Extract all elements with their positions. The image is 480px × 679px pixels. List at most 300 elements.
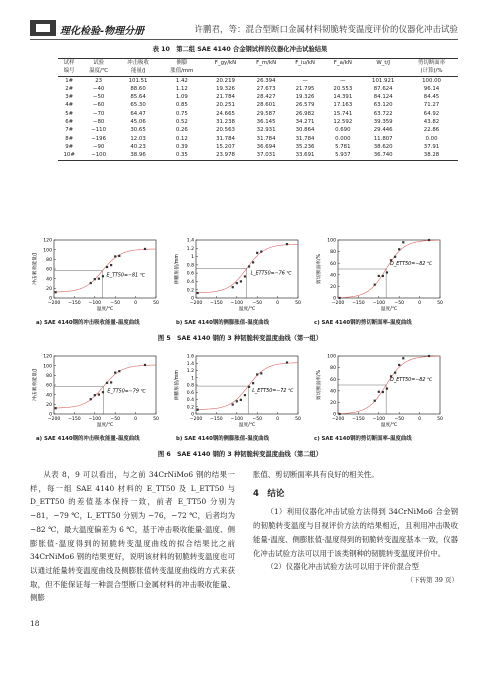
table-caption: 表 10 第二组 SAE 4140 合金钢试样的仪器化冲击试验结果: [152, 46, 328, 53]
y-tick-label: 100: [43, 364, 52, 370]
table-cell: −100: [80, 151, 117, 160]
x-axis-label: 温度/℃: [238, 423, 256, 428]
table-row: [58, 93, 458, 101]
ett50-annotation: D_ETT50=−82 ℃: [390, 262, 433, 267]
table-cell: 5.781: [335, 143, 351, 150]
table-header-cell: 剪切断面率: [405, 59, 458, 68]
table-cell: 85.64: [130, 94, 146, 101]
table-cell: 71.27: [423, 102, 440, 109]
data-point: [90, 398, 92, 400]
table-cell: 4#: [65, 102, 74, 109]
table-cell: 0.75: [175, 110, 188, 117]
data-point: [398, 248, 400, 250]
table-cell: 22.86: [423, 127, 440, 134]
x-tick-label: −150: [352, 301, 365, 306]
x-tick-label: 0: [134, 301, 138, 306]
table-header-cell: 温度/℃: [80, 67, 117, 76]
table-header-cell: 试验: [80, 59, 117, 68]
y-tick-label: 20: [46, 402, 52, 408]
data-point: [248, 386, 250, 388]
x-tick-label: 0: [276, 301, 280, 306]
x-tick-label: 50: [295, 301, 301, 306]
y-tick-label: 20: [330, 401, 336, 406]
x-tick-label: −200: [47, 417, 61, 422]
table-cell: —: [302, 77, 308, 84]
table-header-cell: [246, 67, 285, 76]
table-cell: 2#: [65, 85, 74, 92]
table-cell: 38.96: [117, 151, 159, 160]
table-cell: 43.82: [423, 119, 440, 126]
data-point: [118, 370, 120, 372]
table-cell: 63.722: [373, 110, 393, 117]
data-point: [382, 275, 384, 277]
table-cell: 1.42: [175, 77, 188, 84]
table-header-cell: F_gy/kN: [205, 59, 247, 68]
table-cell: 12.592: [333, 119, 353, 126]
running-head: 许鹏君，等：混合型断口金属材料韧脆转变温度评价的仪器化冲击试验: [194, 25, 458, 35]
y-tick-label: 0.6: [186, 271, 194, 277]
table-cell: −90: [92, 143, 105, 150]
table-cell: 0.52: [175, 119, 188, 126]
table-header-cell: [286, 67, 325, 76]
data-point: [102, 391, 104, 393]
x-tick-label: −150: [68, 417, 81, 422]
table-cell: 0.26: [175, 127, 188, 134]
x-axis-label: 温度/℃: [96, 307, 114, 312]
table-cell: 38.28: [405, 151, 458, 160]
table-header-cell: F_iu/kN: [286, 59, 325, 68]
y-tick-label: 1: [191, 376, 194, 382]
table-cell: 20.251: [216, 102, 235, 109]
y-tick-label: 120: [43, 238, 52, 244]
data-point: [256, 252, 258, 254]
table-cell: 26.394: [256, 77, 276, 84]
table-cell: 40.23: [130, 143, 146, 150]
table-cell: 5.937: [324, 151, 361, 160]
plot-frame: [196, 356, 298, 414]
y-tick-label: 1.4: [186, 361, 194, 367]
x-tick-label: −100: [372, 417, 386, 422]
ett50-annotation: L_ETT50=−72 ℃: [252, 389, 294, 395]
section-heading: 4 结论: [253, 488, 285, 499]
data-point: [244, 394, 246, 396]
x-tick-label: −200: [331, 417, 345, 422]
table-cell: −196: [91, 135, 107, 142]
table-cell: 28.601: [256, 102, 276, 109]
page-header: [30, 18, 458, 38]
x-tick-label: −100: [88, 417, 102, 422]
table-header-cell: [324, 67, 361, 76]
y-tick-label: 40: [330, 389, 336, 395]
x-tick-label: −200: [189, 417, 203, 422]
table-cell: 26.579: [295, 102, 315, 109]
figure-svg: [30, 352, 460, 432]
data-point: [240, 280, 242, 282]
table-cell: 0.39: [175, 143, 188, 150]
table-cell: 21.784: [216, 94, 235, 101]
ett50-annotation: L_ETT50=−76 ℃: [250, 271, 292, 277]
table-cell: 1.12: [175, 85, 188, 92]
table-cell: 36.740: [361, 151, 405, 160]
table-cell: 45.06: [130, 119, 146, 126]
x-tick-label: 50: [153, 417, 159, 422]
table-cell: 31.784: [216, 135, 235, 142]
figure-6: [30, 352, 460, 432]
table-cell: 36.694: [256, 143, 276, 150]
x-axis-label: 温度/℃: [380, 423, 398, 428]
data-point: [110, 381, 112, 383]
x-tick-label: −50: [394, 301, 405, 306]
continued-note: （下转第 39 页）: [406, 575, 458, 584]
y-tick-label: 1.4: [186, 238, 194, 244]
table-cell: 65.30: [130, 102, 146, 109]
table-cell: 37.91: [423, 143, 440, 150]
table-header-cell: 试样: [58, 59, 80, 68]
ett50-annotation: D_ETT50=−82 ℃: [390, 378, 433, 383]
table-cell: 100.00: [422, 77, 441, 84]
fig6-subcaption-b: b) SAE 4140钢的侧膨胀值-温度曲线: [176, 436, 269, 442]
table-cell: —: [340, 77, 346, 84]
table-row: [58, 76, 458, 85]
conclusion-1: （1）利用仪器化冲击试验方法得到 34CrNiMo6 合金钢的韧脆转变温度与目视评价方法的结果相近，且利用冲击吸收能量-温度、侧膨胀值-温度得到的韧脆转变温度基本一致，仪器化冲击试验方法可以用于该类钢种的韧脆转变温度评价中。: [253, 507, 458, 558]
table-cell: 20.553: [333, 85, 353, 92]
table-cell: 20.563: [216, 127, 235, 134]
table-header-cell: [361, 67, 405, 76]
table-cell: 28.427: [256, 94, 276, 101]
table-cell: 5#: [65, 110, 74, 117]
y-tick-label: 40: [330, 273, 336, 279]
y-tick-label: 80: [46, 257, 52, 263]
y-tick-label: 60: [330, 377, 336, 383]
table-header-cell: 编号: [58, 67, 80, 76]
y-tick-label: 100: [327, 354, 336, 360]
table-cell: −110: [91, 127, 107, 134]
table-header-cell: 侧膨: [159, 59, 204, 68]
table-header-cell: W_t/J: [361, 59, 405, 68]
table-header-cell: F_a/kN: [324, 59, 361, 68]
table-cell: 12.03: [130, 135, 146, 142]
table-row: [58, 126, 458, 134]
plot-frame: [54, 240, 156, 298]
table-cell: 0.35: [159, 151, 204, 160]
table-cell: 3#: [65, 94, 74, 101]
fig5-subcaption-a: a) SAE 4140钢的冲击吸收能量-温度曲线: [36, 320, 140, 326]
y-tick-label: 20: [330, 285, 336, 290]
data-point: [240, 399, 242, 401]
y-tick-label: 1.2: [186, 246, 194, 252]
data-point: [339, 413, 341, 415]
figure-6-caption: 图 6 SAE 4140 钢的 3 种韧脆转变温度曲线（第二组）: [157, 451, 323, 458]
body-right-column: [253, 468, 458, 588]
y-tick-label: 20: [46, 286, 52, 292]
data-point: [252, 382, 254, 384]
table-cell: 30.864: [295, 127, 315, 134]
x-tick-label: −100: [230, 417, 244, 422]
table-cell: 7#: [65, 127, 74, 134]
table-cell: 0.12: [175, 135, 188, 142]
y-tick-label: 60: [46, 267, 52, 273]
table-cell: 31.784: [256, 135, 276, 142]
y-tick-label: 40: [46, 277, 52, 283]
table-cell: 30.65: [130, 127, 146, 134]
data-point: [428, 355, 430, 357]
table-cell: 0.000: [335, 135, 351, 142]
y-tick-label: 60: [46, 383, 52, 389]
table-cell: 84.45: [423, 94, 440, 101]
table-header-cell: 能量/J: [117, 67, 159, 76]
data-point: [118, 255, 120, 257]
table-header-cell: (计算)/%: [405, 67, 458, 76]
data-point: [260, 372, 262, 374]
table-cell: 11.807: [373, 135, 393, 142]
table-cell: −80: [92, 119, 105, 126]
y-tick-label: 120: [43, 354, 52, 360]
table-cell: 88.60: [130, 85, 146, 92]
table-cell: −50: [92, 94, 105, 101]
table-cell: 37.031: [246, 151, 285, 160]
x-tick-label: −50: [110, 301, 121, 306]
data-point: [236, 282, 238, 284]
y-axis-label: 冲击吸收能量/J: [33, 369, 38, 401]
x-tick-label: −100: [372, 301, 386, 306]
x-tick-label: 0: [134, 417, 138, 422]
data-point: [102, 275, 104, 277]
y-axis-label: 剪切断面率/%: [317, 369, 322, 401]
table-cell: 32.931: [256, 127, 276, 134]
table-cell: 64.92: [423, 110, 440, 117]
x-tick-label: −200: [189, 301, 203, 306]
data-point: [378, 391, 380, 393]
data-point: [382, 391, 384, 393]
results-table: [58, 58, 458, 161]
data-point: [55, 407, 57, 409]
data-point: [144, 248, 146, 250]
table-cell: 17.163: [333, 102, 353, 109]
table-cell: 1#: [65, 77, 74, 84]
table-row: [58, 101, 458, 109]
table-cell: 84.124: [373, 94, 393, 101]
y-tick-label: 80: [330, 366, 336, 372]
journal-name: 理化检验-物理分册: [60, 26, 145, 37]
table-cell: 101.921: [372, 77, 395, 84]
fig6-subcaption-a: a) SAE 4140钢的冲击吸收能量-温度曲线: [36, 436, 140, 442]
y-tick-label: 80: [330, 250, 336, 256]
data-point: [110, 264, 112, 266]
table-row: [58, 143, 458, 151]
table-cell: 1.09: [175, 94, 188, 101]
data-point: [144, 364, 146, 366]
y-tick-label: 100: [327, 238, 336, 244]
table-cell: 20.219: [216, 77, 235, 84]
page-number: 18: [30, 619, 40, 628]
data-point: [386, 271, 388, 273]
table-cell: 29.446: [373, 127, 393, 134]
y-tick-label: 0: [191, 412, 194, 418]
y-tick-label: 0.8: [186, 263, 194, 269]
data-point: [374, 400, 376, 402]
data-point: [244, 275, 246, 277]
data-point: [90, 282, 92, 284]
data-point: [394, 372, 396, 374]
table-row: [58, 135, 458, 143]
table-cell: 24.665: [216, 110, 235, 117]
data-point: [256, 373, 258, 375]
table-cell: 0.85: [175, 102, 188, 109]
data-point: [386, 387, 388, 389]
journal-logo: [30, 20, 56, 36]
y-tick-label: 0: [49, 412, 52, 418]
data-point: [378, 275, 380, 277]
table-cell: 0.690: [335, 127, 351, 134]
table-cell: 0.00: [425, 135, 438, 142]
x-tick-label: 0: [418, 417, 422, 422]
table-cell: −40: [92, 85, 105, 92]
y-tick-label: 60: [330, 261, 336, 267]
data-point: [398, 364, 400, 366]
table-cell: 14.391: [333, 94, 353, 101]
table-row: [58, 110, 458, 118]
x-tick-label: −150: [352, 417, 365, 422]
data-point: [106, 382, 108, 384]
table-header-cell: F_m/kN: [246, 59, 285, 68]
y-tick-label: 0.2: [186, 288, 194, 294]
data-point: [114, 372, 116, 374]
table-cell: 15.207: [216, 143, 235, 150]
y-tick-label: 100: [43, 248, 52, 254]
y-tick-label: 40: [46, 393, 52, 399]
y-axis-label: 侧膨胀值/mm: [175, 369, 180, 401]
x-tick-label: 50: [437, 417, 443, 422]
header-rule: [30, 39, 458, 40]
table-row: [58, 118, 458, 126]
data-point: [402, 241, 404, 243]
table-cell: 34.271: [295, 119, 315, 126]
data-point: [248, 265, 250, 267]
data-point: [232, 403, 234, 405]
fig6-subcaption-c: c) SAE 4140钢的剪切断面率-温度曲线: [314, 436, 412, 442]
table-cell: 31.238: [216, 119, 235, 126]
table-cell: 19.326: [216, 85, 235, 92]
data-point: [260, 251, 262, 253]
table-header-cell: 冲击吸收: [117, 59, 159, 68]
table-cell: 29.587: [256, 110, 276, 117]
table-cell: 23.978: [205, 151, 247, 160]
data-point: [98, 278, 100, 280]
y-tick-label: 0.8: [186, 383, 194, 389]
y-tick-label: 0.4: [186, 398, 194, 404]
x-tick-label: −150: [210, 417, 223, 422]
table-cell: 87.624: [373, 85, 393, 92]
table-cell: 101.51: [128, 77, 148, 84]
data-point: [106, 266, 108, 268]
x-tick-label: −200: [47, 301, 61, 306]
table-cell: 63.120: [373, 102, 393, 109]
body-paragraph-left: 从表 8，9 可以看出，与之前 34CrNiMo6 钢的结果一样，每一组 SAE 4140 材料的 E_TT50 及 L_ETT50 与 D_ETT50 的差值基本保持一致，前者 E_TT50 分别为 −81，−79 ℃，L_ETT50 分别为 −76，−72 ℃，后者均为 −82 ℃，最大温度偏差为 6 ℃，基于冲击吸收能量-温度、侧膨胀值-温度得到的韧脆转变温度曲线的拟合结果比之前 34CrNiMo6 钢的结果更好，说明该材料的韧脆转变温度也可以通过能量转变温度曲线及侧膨胀值转变温度曲线的方式来获取，但不能保证每一种混合型断口金属材料的冲击吸收能量、侧膨: [30, 470, 235, 603]
table-cell: 64.47: [130, 110, 146, 117]
ett50-annotation: E_TT50=−81 ℃: [106, 273, 146, 279]
data-point: [339, 297, 341, 299]
table-cell: 39.359: [373, 119, 393, 126]
x-tick-label: 50: [153, 301, 159, 306]
y-tick-label: 1.2: [186, 369, 194, 375]
x-axis-label: 温度/℃: [380, 307, 398, 312]
table-cell: 35.236: [295, 143, 315, 150]
fig5-subcaption-c: c) SAE 4140钢的剪切断面率-温度曲线: [314, 320, 412, 326]
y-axis-label: 剪切断面率/%: [317, 253, 322, 285]
y-tick-label: 0: [49, 296, 52, 302]
y-tick-label: 0: [333, 412, 336, 418]
y-tick-label: 0: [333, 296, 336, 302]
x-tick-label: −150: [210, 301, 223, 306]
conclusion-2: （2）仪器化冲击试验方法可以用于评价混合型: [266, 562, 419, 572]
x-tick-label: 0: [418, 301, 422, 306]
x-tick-label: −100: [230, 301, 244, 306]
ett50-annotation: E_TT50=−79 ℃: [107, 389, 146, 395]
table-cell: 10#: [58, 151, 80, 160]
x-tick-label: −100: [88, 301, 102, 306]
y-tick-label: 0.6: [186, 390, 194, 396]
x-tick-label: −150: [68, 301, 81, 306]
x-axis-label: 温度/℃: [96, 423, 114, 428]
table-cell: 27.673: [256, 85, 276, 92]
data-point: [286, 361, 288, 363]
y-axis-label: 冲击吸收能量/J: [33, 253, 38, 285]
x-tick-label: −50: [110, 417, 121, 422]
table-cell: 36.145: [256, 119, 276, 126]
y-tick-label: 0.4: [186, 280, 194, 286]
data-point: [232, 286, 234, 288]
table-cell: 26.982: [295, 110, 315, 117]
data-point: [98, 393, 100, 395]
plot-frame: [196, 240, 298, 298]
table-row: [58, 151, 458, 160]
data-point: [394, 256, 396, 258]
x-tick-label: −50: [252, 417, 263, 422]
y-axis-label: 侧膨胀值/mm: [175, 253, 180, 285]
x-tick-label: −50: [394, 417, 405, 422]
data-point: [94, 394, 96, 396]
table-cell: 23: [95, 77, 103, 84]
x-tick-label: 0: [276, 417, 280, 422]
figure-5: [30, 236, 460, 316]
table-cell: 33.691: [286, 151, 325, 160]
data-point: [402, 357, 404, 359]
figure-svg: [30, 236, 460, 316]
table-cell: 9#: [65, 143, 74, 150]
x-tick-label: −50: [252, 301, 263, 306]
data-point: [252, 261, 254, 263]
table-cell: 6#: [65, 119, 74, 126]
x-tick-label: −200: [331, 301, 345, 306]
data-point: [236, 400, 238, 402]
body-left-column: [30, 468, 235, 605]
fig5-subcaption-b: b) SAE 4140钢的侧膨胀值-温度曲线: [176, 320, 269, 326]
table-cell: −70: [92, 110, 105, 117]
data-point: [197, 292, 199, 294]
data-point: [428, 239, 430, 241]
table-cell: −60: [92, 102, 105, 109]
data-point: [94, 278, 96, 280]
table-cell: 31.784: [295, 135, 315, 142]
table-cell: 21.795: [295, 85, 315, 92]
y-tick-label: 80: [46, 373, 52, 379]
figure-5-caption: 图 5 SAE 4140 钢的 3 种韧脆转变温度曲线（第一组）: [157, 335, 323, 342]
x-tick-label: 50: [437, 301, 443, 306]
table-row: [58, 85, 458, 93]
x-tick-label: 50: [295, 417, 301, 422]
data-point: [197, 409, 199, 411]
data-point: [55, 291, 57, 293]
